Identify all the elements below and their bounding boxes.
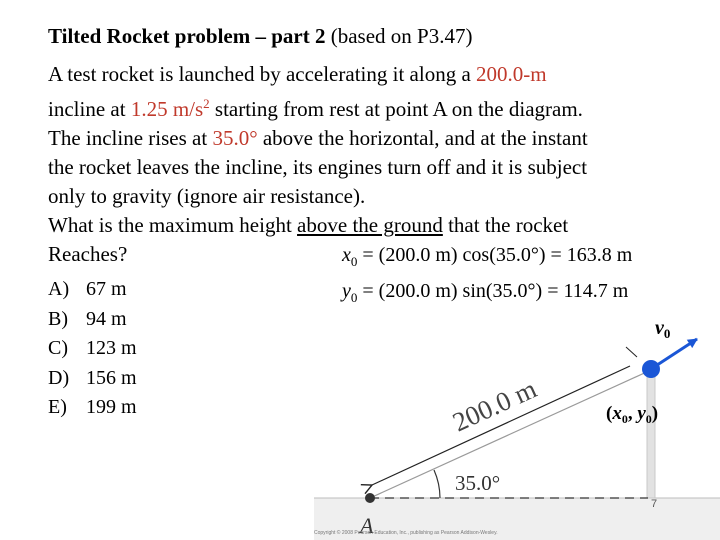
problem-text: starting from rest at point A on the diagram. xyxy=(209,97,583,121)
v0-symbol: v xyxy=(655,317,664,339)
copyright-caption: Copyright © 2008 Pearson Education, Inc., publishing as Pearson Addison-Wesley. xyxy=(314,530,498,536)
title-source: (based on P3.47) xyxy=(325,24,473,48)
height-pole xyxy=(647,370,655,498)
point-a-dot xyxy=(365,493,375,503)
choice-key: D) xyxy=(48,366,70,389)
title-bold: Tilted Rocket problem – part 2 xyxy=(48,24,326,48)
x-equation: = (200.0 m) cos(35.0°) = 163.8 m xyxy=(357,244,633,266)
v0-leader-line xyxy=(626,347,637,357)
x-subscript: 0 xyxy=(350,254,358,269)
choice-text: 94 m xyxy=(86,307,127,330)
problem-line-5: only to gravity (ignore air resistance). xyxy=(48,184,366,208)
angle-arc xyxy=(434,470,440,498)
problem-text: incline at xyxy=(48,97,131,121)
choice-text: 156 m xyxy=(86,366,137,389)
incline-length-value: 200.0-m xyxy=(476,62,547,86)
problem-text: that the rocket xyxy=(442,213,569,237)
incline-region xyxy=(370,370,720,498)
coord-open-paren: ( xyxy=(606,403,613,424)
v0-subscript: 0 xyxy=(663,326,671,341)
coord-y: y xyxy=(637,403,646,424)
problem-text: above the horizontal, and at the instant xyxy=(257,126,588,150)
incline-length-arrow xyxy=(372,366,630,485)
choice-key: C) xyxy=(48,337,68,359)
emphasis-above-ground: above the ground xyxy=(297,213,443,237)
problem-line-7: Reaches? xyxy=(48,242,128,266)
problem-text: What is the maximum height xyxy=(48,213,298,237)
problem-text: The incline rises at xyxy=(48,126,213,150)
y-equation: = (200.0 m) sin(35.0°) = 114.7 m xyxy=(357,280,629,302)
problem-line-4: the rocket leaves the incline, its engines turn off and it is subject xyxy=(48,155,588,179)
choice-text: 199 m xyxy=(86,396,137,418)
coord-y-subscript: 0 xyxy=(645,412,652,426)
choice-key: E) xyxy=(48,396,67,418)
acceleration-number: 1.25 m/s xyxy=(130,97,204,121)
incline-length-text: 200.0 m xyxy=(448,373,542,438)
problem-text: A test rocket is launched by accelerating it along a xyxy=(48,62,477,86)
y-subscript: 0 xyxy=(350,290,358,305)
choice-key: B) xyxy=(48,307,68,330)
v0-label xyxy=(655,317,670,341)
angle-value: 35.0° xyxy=(212,126,258,150)
y-variable: y xyxy=(342,280,351,302)
choice-text: 67 m xyxy=(86,278,127,300)
page-number: 7 xyxy=(651,498,658,510)
rocket-launch-point-dot xyxy=(642,360,660,378)
angle-label: 35.0° xyxy=(455,471,501,495)
point-a-label: A xyxy=(360,513,374,538)
acceleration-exponent: 2 xyxy=(203,96,210,111)
coord-x-subscript: 0 xyxy=(621,412,628,426)
coord-x: x xyxy=(612,403,622,424)
coord-comma: , xyxy=(627,403,638,424)
x-variable: x xyxy=(342,244,351,266)
choice-text: 123 m xyxy=(86,337,137,359)
choice-key: A) xyxy=(48,278,70,300)
coord-close-paren: ) xyxy=(651,403,659,424)
